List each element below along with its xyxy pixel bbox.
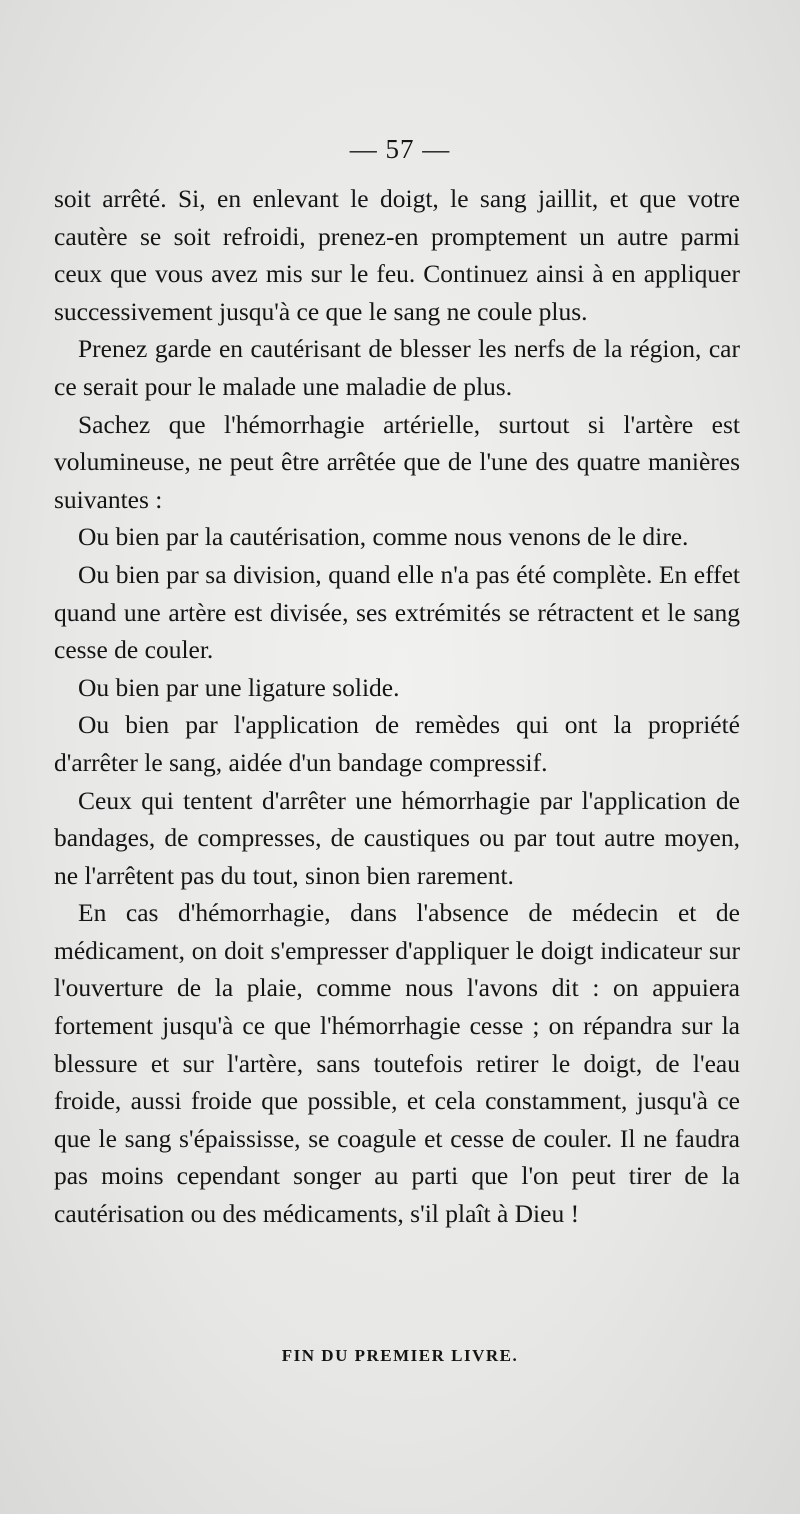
paragraph-2: Prenez garde en cautérisant de blesser les nerfs de la région, car ce serait pour le malade une maladie de plus. — [54, 334, 740, 401]
paragraph-1: soit arrêté. Si, en enlevant le doigt, le sang jaillit, et que votre cautère se soit refroidi, prenez-en promptement un autre parmi ceux que vous avez mis sur le feu. Continuez ainsi à en appliquer successivement jusqu'à ce que le sang ne coule plus. — [54, 184, 740, 326]
paragraph-4: Ou bien par la cautérisation, comme nous venons de le dire. — [78, 522, 689, 552]
paragraph-7: Ou bien par l'application de remèdes qui ont la propriété d'arrêter le sang, aidée d'un bandage compressif. — [54, 710, 740, 777]
paragraph-5: Ou bien par sa division, quand elle n'a pas été complète. En effet quand une artère est divisée, ses extrémités se rétractent et le sang cesse de couler. — [54, 559, 740, 665]
page-number: — 57 — — [349, 134, 451, 164]
body-text — [54, 180, 740, 1233]
paragraph-3: Sachez que l'hémorrhagie artérielle, surtout si l'artère est volumineuse, ne peut être arrêtée que de l'une des quatre manières suivantes : — [54, 409, 740, 514]
end-of-book-note: FIN DU PREMIER LIVRE. — [281, 1346, 519, 1365]
paragraph-8: Ceux qui tentent d'arrêter une hémorrhagie par l'application de bandages, de compresses, de caustiques ou par tout autre moyen, ne l'arrêtent pas du tout, sinon bien rarement. — [54, 785, 740, 890]
paragraph-6: Ou bien par une ligature solide. — [78, 672, 400, 702]
paragraph-9: En cas d'hémorrhagie, dans l'absence de médecin et de médicament, on doit s'empresser d'appliquer le doigt indicateur sur l'ouverture de la plaie, comme nous l'avons dit : on appuiera fortement jusqu'à ce que l'hémorrhagie cesse ; on répandra sur la blessure et sur l'artère, sans toutefois retirer le doigt, de l'eau froide, aussi froide que possible, et cela constamment, jusqu'à ce que le sang s'épaississe, se coagule et cesse de couler. Il ne faudra pas moins cependant songer au parti que l'on peut tirer de la cautérisation ou des médicaments, s'il plaît à Dieu ! — [54, 898, 740, 1229]
